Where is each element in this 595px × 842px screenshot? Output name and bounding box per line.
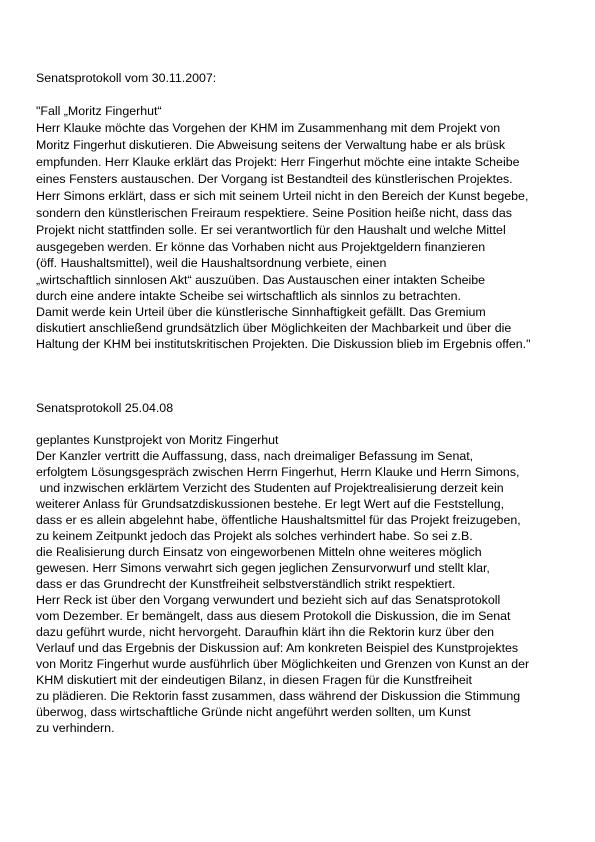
section1-line: empfunden. Herr Klauke erklärt das Projekt: Herr Fingerhut möchte eine intakte Scheibe [36,155,520,169]
section1-line: "Fall „Moritz Fingerhut“ [36,104,162,118]
section2-line: von Moritz Fingerhut wurde ausführlich über Möglichkeiten und Grenzen von Kunst an der [36,657,530,671]
section1-line: durch eine andere intakte Scheibe sei wirtschaftlich als sinnlos zu betrachten. [36,289,461,303]
section2-heading: Senatsprotokoll 25.04.08 [36,401,174,415]
section1-heading: Senatsprotokoll vom 30.11.2007: [36,71,217,85]
section2-line: vom Dezember. Er bemängelt, dass aus diesem Protokoll die Diskussion, die im Senat [36,609,511,623]
section1-line: Herr Simons erklärt, dass er sich mit seinem Urteil nicht in den Bereich der Kunst begebe, [36,189,529,203]
section2-line: weiterer Anlass für Grundsatzdiskussionen bestehe. Er legt Wert auf die Feststellung, [36,497,505,511]
section2-line: Verlauf und das Ergebnis der Diskussion auf: Am konkreten Beispiel des Kunstprojektes [36,641,519,655]
section1-line: „wirtschaftlich sinnlosen Akt“ auszuüben. Das Austauschen einer intakten Scheibe [36,273,486,287]
section2-line: zu plädieren. Die Rektorin fasst zusammen, dass während der Diskussion die Stimmung [36,689,521,703]
section2-subheading: geplantes Kunstprojekt von Moritz Fingerhut [36,433,279,447]
section1-line: Herr Klauke möchte das Vorgehen der KHM im Zusammenhang mit dem Projekt von [36,121,501,135]
section1-line: diskutiert anschließend grundsätzlich über Möglichkeiten der Machbarkeit und über die [36,321,512,335]
section1-line: ausgegeben werden. Er könne das Vorhaben nicht aus Projektgeldern finanzieren [36,240,486,254]
section1-line: sondern den künstlerischen Freiraum respektiere. Seine Position heiße nicht, dass das [36,206,512,220]
section2-line: und inzwischen erklärtem Verzicht des Studenten auf Projektrealisierung derzeit kein [36,481,504,495]
section2-line: Herr Reck ist über den Vorgang verwundert und bezieht sich auf das Senatsprotokoll [36,593,501,607]
section2-line: Der Kanzler vertritt die Auffassung, dass, nach dreimaliger Befassung im Senat, [36,449,474,463]
section1-line: Moritz Fingerhut diskutieren. Die Abweisung seitens der Verwaltung habe er als brüsk [36,138,506,152]
section2-line: dass er es allein abgelehnt habe, öffentliche Haushaltsmittel für das Projekt freizugeben, [36,513,521,527]
section1-line: Haltung der KHM bei institutskritischen Projekten. Die Diskussion blieb im Ergebnis offen." [36,337,531,351]
section1-line: eines Fensters austauschen. Der Vorgang ist Bestandteil des künstlerischen Projektes. [36,172,513,186]
section1-line: (öff. Haushaltsmittel), weil die Haushaltsordnung verbiete, einen [36,256,387,270]
section2-line: überwog, dass wirtschaftliche Gründe nicht angeführt werden sollten, um Kunst [36,705,471,719]
section2-line: erfolgtem Lösungsgespräch zwischen Herrn Fingerhut, Herrn Klauke und Herrn Simons, [36,465,520,479]
section2-line: zu keinem Zeitpunkt jedoch das Projekt als solches verhindert habe. So sei z.B. [36,529,473,543]
section2-line: zu verhindern. [36,721,115,735]
section2-line: gewesen. Herr Simons verwahrt sich gegen jeglichen Zensurvorwurf und stellt klar, [36,561,490,575]
section1-line: Projekt nicht stattfinden solle. Er sei verantwortlich für den Haushalt und welche Mittel [36,223,506,237]
section2-line: die Realisierung durch Einsatz von eingeworbenen Mitteln ohne weiteres möglich [36,545,482,559]
section2-line: KHM diskutiert mit der eindeutigen Bilanz, in diesen Fragen für die Kunstfreiheit [36,673,472,687]
section2-line: dazu geführt wurde, nicht hervorgeht. Daraufhin klärt ihn die Rektorin kurz über den [36,625,495,639]
section2-line: dass er das Grundrecht der Kunstfreiheit selbstverständlich strikt respektiert. [36,577,456,591]
section1-line: Damit werde kein Urteil über die künstlerische Sinnhaftigkeit gefällt. Das Gremium [36,305,486,319]
